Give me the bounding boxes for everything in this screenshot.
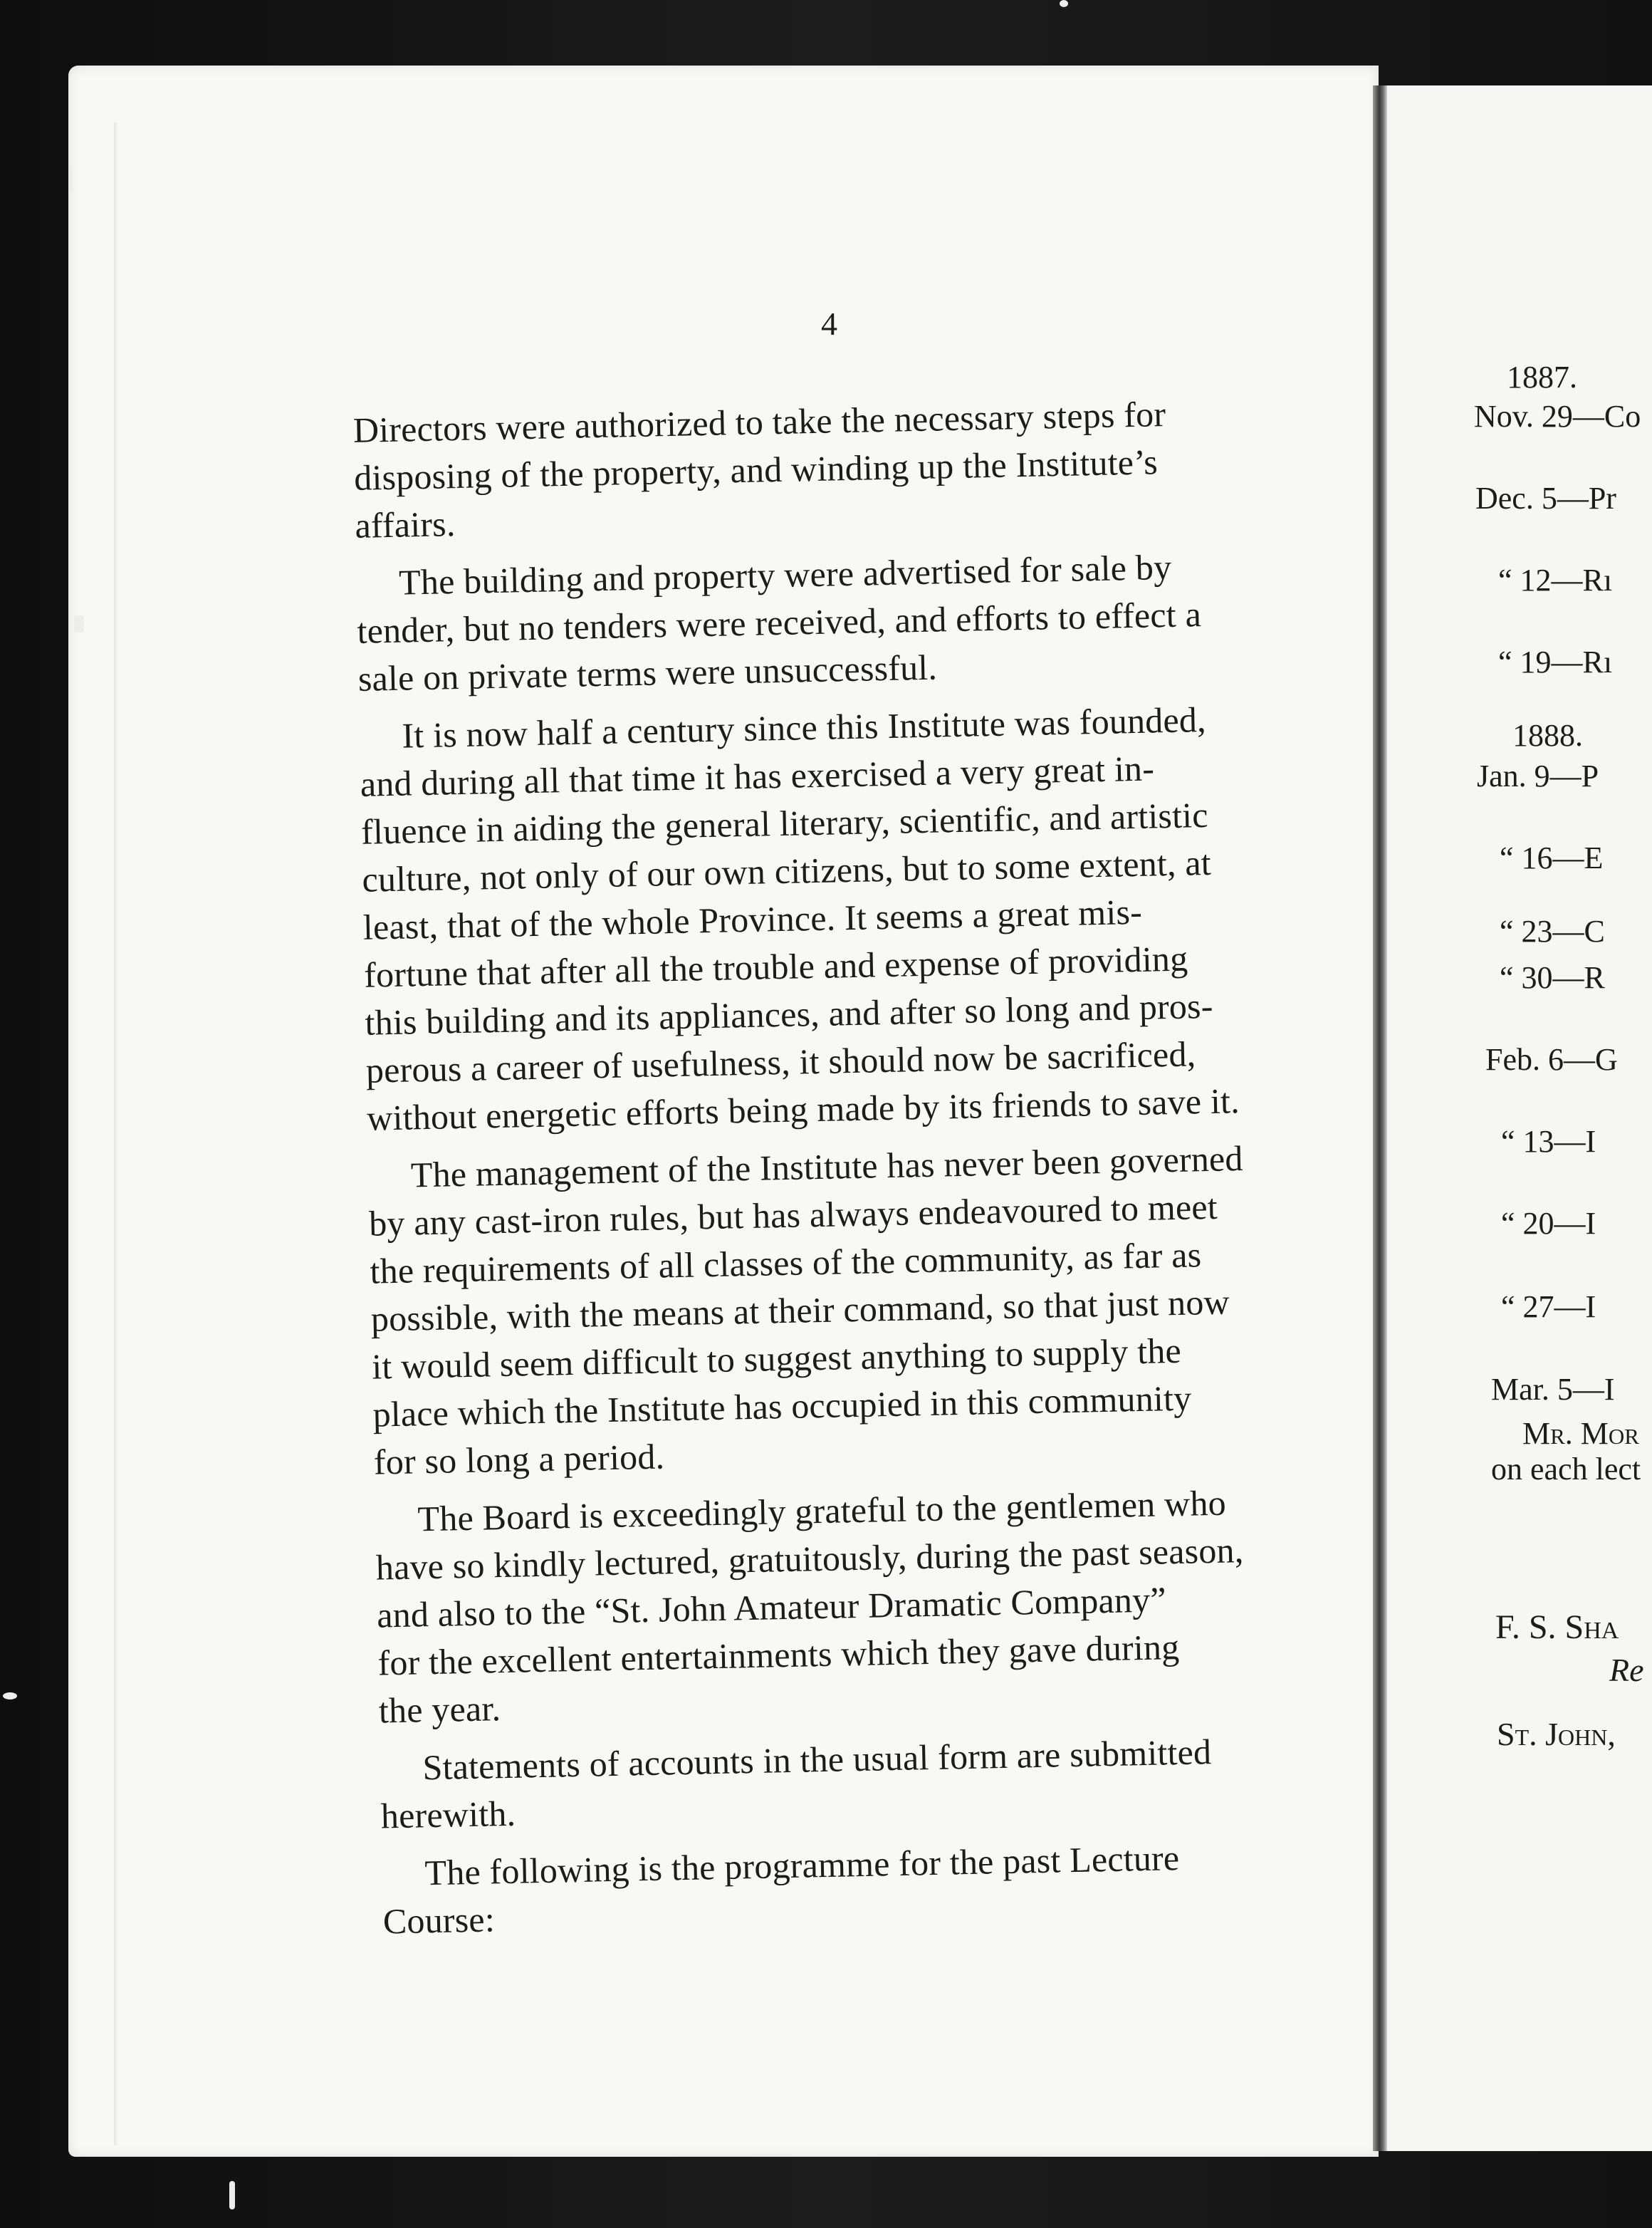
text-line: and during all that time it has exercised a very great in-	[360, 748, 1155, 804]
right-line: Jan. 9—P	[1477, 759, 1599, 793]
text-line: Course:	[382, 1899, 496, 1942]
text-line: disposing of the property, and winding up the Institute’s	[353, 442, 1159, 498]
text-line: possible, with the means at their command, so that just now	[370, 1281, 1230, 1339]
text-line: perous a career of usefulness, it should now be sacrificed,	[365, 1034, 1196, 1090]
right-line: “ 13—I	[1501, 1124, 1596, 1159]
text-line: herewith.	[380, 1793, 516, 1836]
text-line-content: Directors were authorized to take the necessary steps for	[352, 394, 1166, 450]
text-line: and also to the “St. John Amateur Dramatic Company”	[376, 1579, 1167, 1635]
text-line: Statements of accounts in the usual form are submitted	[422, 1732, 1212, 1788]
text-line: by any cast-iron rules, but has always endeavoured to meet	[368, 1186, 1218, 1244]
dust-speck	[3, 1692, 17, 1699]
right-line: Feb. 6—G	[1485, 1042, 1618, 1077]
text-line: affairs.	[355, 504, 456, 546]
right-line: “ 30—R	[1500, 960, 1605, 995]
text-line: It is now half a century since this Institute was founded,	[401, 699, 1207, 756]
right-line: “ 12—Rı	[1498, 563, 1613, 598]
text-line: The building and property were advertised for sale by	[398, 546, 1172, 603]
right-line: 1888.	[1512, 718, 1583, 753]
text-line: The following is the programme for the past Lecture	[424, 1838, 1180, 1893]
text-line: fluence in aiding the general literary, scientific, and artistic	[360, 794, 1209, 852]
right-line: Re	[1609, 1652, 1644, 1688]
right-line: St. John,	[1497, 1716, 1616, 1752]
right-line: F. S. Sha	[1495, 1608, 1619, 1646]
right-line: Dec. 5—Pr	[1475, 481, 1616, 516]
right-line: Mar. 5—I	[1491, 1372, 1615, 1407]
dust-speck	[229, 2181, 235, 2209]
dust-speck	[68, 168, 73, 192]
text-line: place which the Institute has occupied in this community	[372, 1378, 1192, 1435]
text-line: without energetic efforts being made by its friends to save it.	[366, 1081, 1240, 1138]
right-line: Nov. 29—Co	[1474, 399, 1641, 434]
right-line: “ 19—Rı	[1498, 645, 1613, 680]
text-line: fortune that after all the trouble and expense of providing	[363, 938, 1188, 995]
right-line: “ 23—C	[1500, 914, 1605, 949]
right-line: “ 16—E	[1500, 840, 1604, 875]
text-line: the requirements of all classes of the community, as far as	[370, 1234, 1202, 1291]
text-line: it would seem difficult to suggest anything to supply the	[371, 1330, 1182, 1387]
right-line: “ 20—I	[1501, 1206, 1596, 1241]
text-line: tender, but no tenders were received, and efforts to effect a	[356, 594, 1202, 651]
text-line: for the excellent entertainments which they gave during	[377, 1626, 1180, 1683]
right-line: on each lect	[1491, 1452, 1641, 1487]
text-line: the year.	[378, 1688, 501, 1731]
right-line: 1887.	[1507, 360, 1577, 395]
text-line: for so long a period.	[373, 1436, 665, 1482]
text-line: have so kindly lectured, gratuitously, during the past season,	[375, 1530, 1244, 1588]
text-line: The management of the Institute has never been governed	[410, 1138, 1244, 1195]
right-line: “ 27—I	[1501, 1289, 1596, 1324]
text-line: The Board is exceedingly grateful to the gentlemen who	[417, 1482, 1227, 1539]
text-line: culture, not only of our own citizens, but to some extent, at	[361, 842, 1212, 900]
dust-speck	[74, 615, 84, 633]
dust-speck	[1060, 0, 1068, 7]
text-line: least, that of the whole Province. It seems a great mis-	[362, 891, 1143, 947]
text-line: sale on private terms were unsuccessful.	[357, 647, 938, 699]
right-line: Mr. Mor	[1522, 1416, 1639, 1451]
text-line: this building and its appliances, and after so long and pros-	[365, 985, 1214, 1043]
page-number: 4	[821, 306, 838, 342]
